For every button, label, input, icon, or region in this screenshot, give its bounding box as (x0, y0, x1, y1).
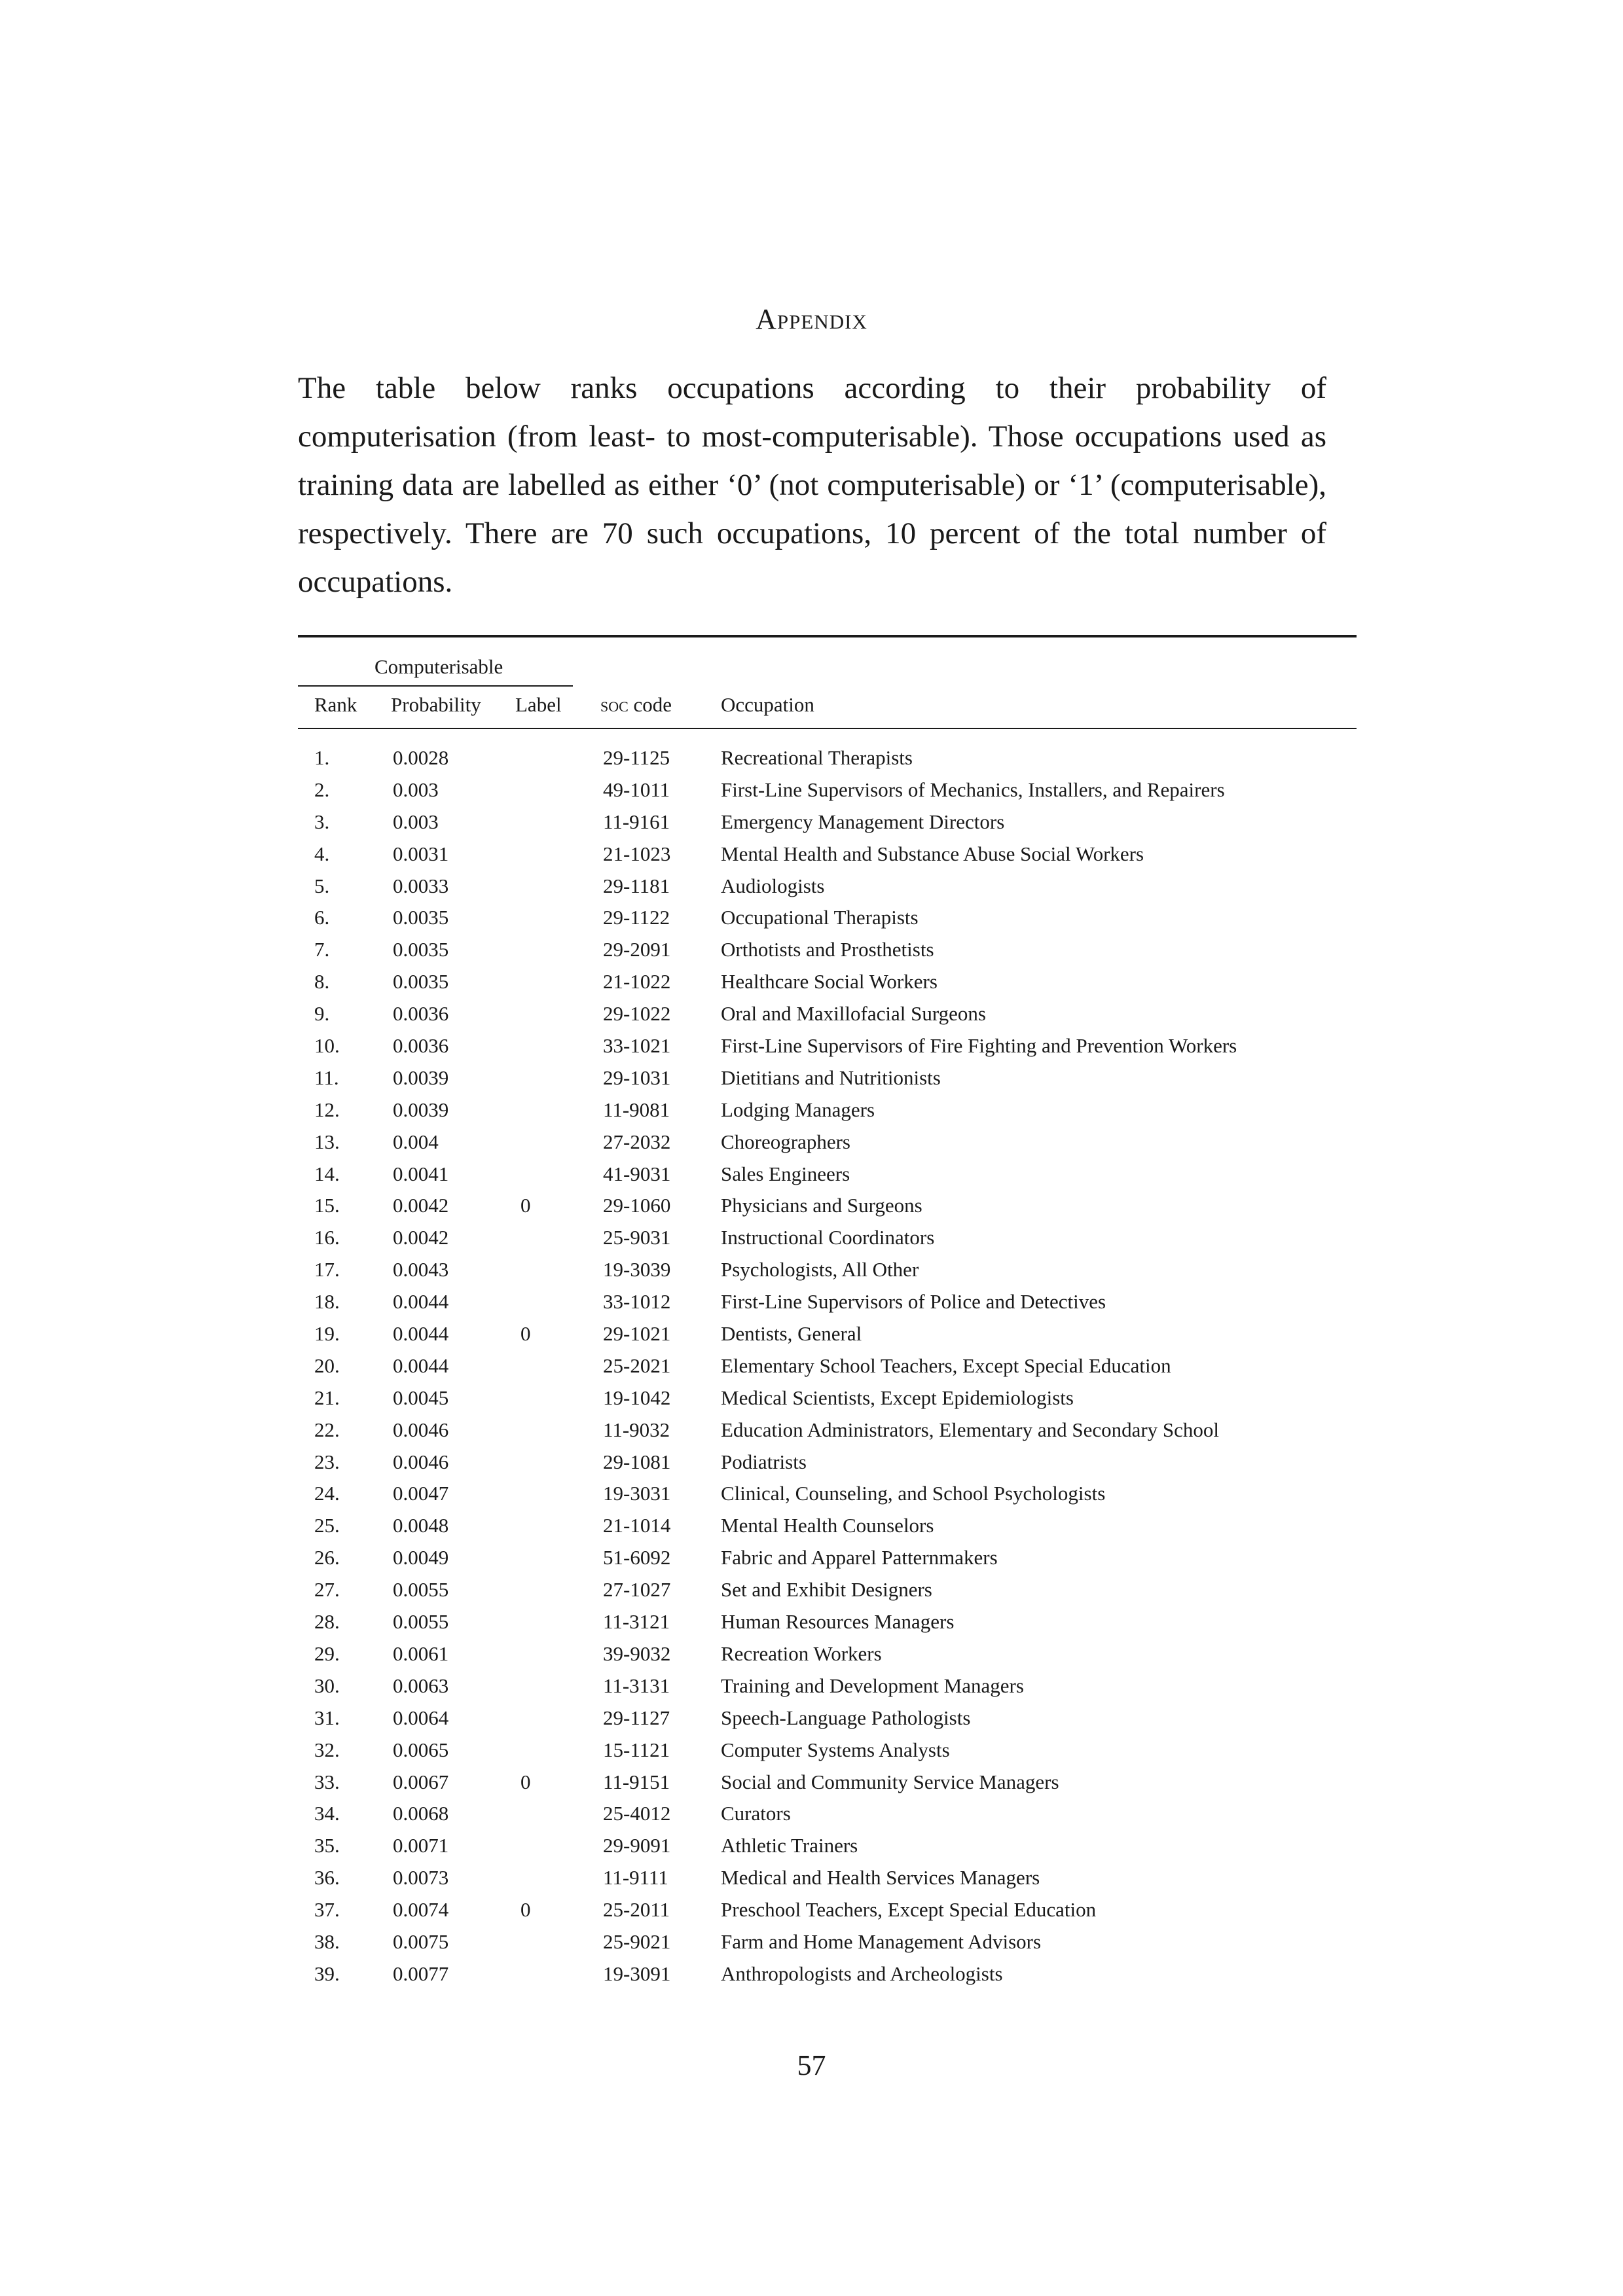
probability-cell: 0.0039 (393, 1066, 449, 1089)
soc-code-cell: 29-1125 (603, 746, 670, 769)
occupation-cell: Speech-Language Pathologists (721, 1706, 971, 1729)
rank-cell: 12. (314, 1098, 340, 1121)
soc-code-cell: 27-1027 (603, 1578, 671, 1602)
table-row (298, 1319, 1357, 1352)
soc-code-cell: 25-4012 (603, 1802, 671, 1825)
table-row (298, 1479, 1357, 1511)
occupation-cell: Lodging Managers (721, 1098, 875, 1121)
table-group-header (298, 637, 1357, 687)
occupation-cell: Emergency Management Directors (721, 810, 1005, 833)
probability-cell: 0.003 (393, 778, 439, 801)
rank-cell: 20. (314, 1354, 340, 1377)
rank-cell: 23. (314, 1450, 340, 1473)
occupation-cell: Recreation Workers (721, 1641, 882, 1665)
occupation-cell: Farm and Home Management Advisors (721, 1929, 1042, 1953)
table-row (298, 1672, 1357, 1704)
probability-cell: 0.0055 (393, 1610, 449, 1634)
probability-cell: 0.003 (393, 810, 439, 833)
rank-cell: 39. (314, 1962, 340, 1985)
probability-cell: 0.0071 (393, 1834, 449, 1857)
table-header-rule (298, 728, 1357, 729)
rank-cell: 3. (314, 810, 330, 833)
table-row (298, 1223, 1357, 1255)
soc-code-cell: 11-3131 (603, 1674, 670, 1697)
soc-code-cell: 11-9161 (603, 810, 670, 833)
soc-code-cell: 11-9111 (603, 1866, 668, 1890)
rank-cell: 14. (314, 1162, 340, 1185)
rank-cell: 21. (314, 1386, 340, 1409)
table-row (298, 1384, 1357, 1416)
soc-code-cell: 11-9032 (603, 1418, 670, 1441)
occupation-cell: Orthotists and Prosthetists (721, 938, 934, 961)
table-row (298, 1768, 1357, 1800)
page-number: 57 (797, 2049, 826, 2081)
rank-cell: 11. (314, 1066, 339, 1089)
probability-cell: 0.0073 (393, 1866, 449, 1890)
rank-cell: 37. (314, 1898, 340, 1922)
rank-cell: 19. (314, 1322, 340, 1346)
table-row (298, 1736, 1357, 1768)
soc-code-cell: 41-9031 (603, 1162, 671, 1185)
column-header-occupation: Occupation (721, 693, 814, 716)
probability-cell: 0.0036 (393, 1002, 449, 1026)
soc-code-cell: 29-1060 (603, 1194, 671, 1217)
rank-cell: 16. (314, 1226, 340, 1249)
probability-cell: 0.0067 (393, 1770, 449, 1793)
occupation-cell: Set and Exhibit Designers (721, 1578, 932, 1602)
table-row (298, 1831, 1357, 1863)
probability-cell: 0.0075 (393, 1929, 449, 1953)
rank-cell: 2. (314, 778, 330, 801)
occupation-cell: Clinical, Counseling, and School Psychologists (721, 1482, 1106, 1505)
occupation-cell: Choreographers (721, 1130, 850, 1153)
column-header-probability: Probability (391, 693, 481, 716)
rank-cell: 1. (314, 746, 330, 769)
label-cell: 0 (520, 1194, 531, 1217)
occupation-cell: Healthcare Social Workers (721, 970, 938, 994)
probability-cell: 0.0036 (393, 1034, 449, 1058)
occupation-cell: Curators (721, 1802, 791, 1825)
table-row (298, 1543, 1357, 1575)
soc-code-cell: 25-2011 (603, 1898, 670, 1922)
occupation-cell: Preschool Teachers, Except Special Education (721, 1898, 1097, 1922)
table-row (298, 1352, 1357, 1384)
soc-prefix: soc (600, 693, 629, 716)
probability-cell: 0.0035 (393, 906, 449, 929)
probability-cell: 0.0065 (393, 1738, 449, 1761)
soc-code-cell: 29-1021 (603, 1322, 671, 1346)
table-row (298, 744, 1357, 776)
occupation-cell: First-Line Supervisors of Fire Fighting and Prevention Workers (721, 1034, 1237, 1058)
soc-code-cell: 29-9091 (603, 1834, 671, 1857)
rank-cell: 28. (314, 1610, 340, 1634)
probability-cell: 0.0044 (393, 1322, 449, 1346)
table-row (298, 903, 1357, 935)
probability-cell: 0.0063 (393, 1674, 449, 1697)
table-row (298, 1064, 1357, 1096)
label-cell: 0 (520, 1898, 531, 1922)
soc-code-cell: 21-1014 (603, 1514, 671, 1537)
soc-code-cell: 29-1127 (603, 1706, 670, 1729)
occupation-cell: Oral and Maxillofacial Surgeons (721, 1002, 986, 1026)
probability-cell: 0.0044 (393, 1290, 449, 1314)
table-row (298, 1255, 1357, 1287)
probability-cell: 0.0055 (393, 1578, 449, 1602)
table-row (298, 1640, 1357, 1672)
table-row (298, 808, 1357, 840)
table-row (298, 1575, 1357, 1607)
table-row (298, 999, 1357, 1031)
rank-cell: 6. (314, 906, 330, 929)
probability-cell: 0.0045 (393, 1386, 449, 1409)
rank-cell: 18. (314, 1290, 340, 1314)
probability-cell: 0.0044 (393, 1354, 449, 1377)
probability-cell: 0.0031 (393, 842, 449, 865)
table-row (298, 1704, 1357, 1736)
probability-cell: 0.0077 (393, 1962, 449, 1985)
probability-cell: 0.0074 (393, 1898, 449, 1922)
soc-code-cell: 25-2021 (603, 1354, 671, 1377)
rank-cell: 10. (314, 1034, 340, 1058)
occupation-cell: Sales Engineers (721, 1162, 850, 1185)
occupation-cell: Social and Community Service Managers (721, 1770, 1059, 1793)
soc-code-cell: 29-2091 (603, 938, 671, 961)
soc-code-cell: 49-1011 (603, 778, 670, 801)
occupation-cell: Training and Development Managers (721, 1674, 1024, 1697)
soc-code-cell: 33-1021 (603, 1034, 671, 1058)
rank-cell: 5. (314, 874, 330, 897)
occupation-cell: Computer Systems Analysts (721, 1738, 950, 1761)
occupation-cell: Dietitians and Nutritionists (721, 1066, 941, 1089)
rank-cell: 29. (314, 1641, 340, 1665)
rank-cell: 34. (314, 1802, 340, 1825)
probability-cell: 0.0064 (393, 1706, 449, 1729)
table-body (298, 744, 1357, 1992)
occupation-cell: Medical Scientists, Except Epidemiologists (721, 1386, 1074, 1409)
rank-cell: 7. (314, 938, 330, 961)
rank-cell: 38. (314, 1929, 340, 1953)
probability-cell: 0.0035 (393, 938, 449, 961)
soc-code-cell: 21-1022 (603, 970, 671, 994)
probability-cell: 0.0033 (393, 874, 449, 897)
probability-cell: 0.0042 (393, 1194, 449, 1217)
table-row (298, 1191, 1357, 1223)
soc-code-cell: 27-2032 (603, 1130, 671, 1153)
probability-cell: 0.0046 (393, 1418, 449, 1441)
occupation-cell: Human Resources Managers (721, 1610, 955, 1634)
probability-cell: 0.0043 (393, 1258, 449, 1282)
occupation-table (298, 635, 1357, 1992)
rank-cell: 4. (314, 842, 330, 865)
table-row (298, 1287, 1357, 1319)
soc-suffix: code (628, 693, 672, 716)
probability-cell: 0.0047 (393, 1482, 449, 1505)
probability-cell: 0.0039 (393, 1098, 449, 1121)
occupation-cell: Psychologists, All Other (721, 1258, 919, 1282)
soc-code-cell: 29-1081 (603, 1450, 671, 1473)
table-row (298, 1448, 1357, 1480)
table-row (298, 1607, 1357, 1640)
probability-cell: 0.0049 (393, 1546, 449, 1570)
soc-code-cell: 19-3039 (603, 1258, 671, 1282)
probability-cell: 0.004 (393, 1130, 439, 1153)
table-row (298, 1511, 1357, 1543)
occupation-cell: Education Administrators, Elementary and Secondary School (721, 1418, 1220, 1441)
soc-code-cell: 25-9031 (603, 1226, 671, 1249)
column-header-label: Label (515, 693, 562, 716)
rank-cell: 31. (314, 1706, 340, 1729)
soc-code-cell: 11-9151 (603, 1770, 670, 1793)
occupation-cell: First-Line Supervisors of Mechanics, Installers, and Repairers (721, 778, 1225, 801)
rank-cell: 17. (314, 1258, 340, 1282)
table-row (298, 1128, 1357, 1160)
rank-cell: 36. (314, 1866, 340, 1890)
soc-code-cell: 19-1042 (603, 1386, 671, 1409)
intro-paragraph: The table below ranks occupations according to their probability of computerisation (from least- to most-computerisable). Those occupations used as training data are labelled as either ‘0’ (not computerisable) or ‘1’ (computerisable), respectively. There are 70 such occupations, 10 percent of the total number of occupations. (298, 371, 1326, 599)
soc-code-cell: 11-9081 (603, 1098, 670, 1121)
column-header-rank: Rank (314, 693, 357, 716)
probability-cell: 0.0042 (393, 1226, 449, 1249)
occupation-cell: Podiatrists (721, 1450, 807, 1473)
table-row (298, 840, 1357, 872)
rank-cell: 24. (314, 1482, 340, 1505)
soc-code-cell: 25-9021 (603, 1929, 671, 1953)
occupation-cell: Recreational Therapists (721, 746, 913, 769)
table-row (298, 872, 1357, 904)
occupation-cell: Elementary School Teachers, Except Special Education (721, 1354, 1171, 1377)
table-row (298, 776, 1357, 808)
probability-cell: 0.0046 (393, 1450, 449, 1473)
table-row (298, 967, 1357, 999)
label-cell: 0 (520, 1770, 531, 1793)
label-cell: 0 (520, 1322, 531, 1346)
rank-cell: 27. (314, 1578, 340, 1602)
rank-cell: 32. (314, 1738, 340, 1761)
occupation-cell: Fabric and Apparel Patternmakers (721, 1546, 998, 1570)
soc-code-cell: 33-1012 (603, 1290, 671, 1314)
table-row (298, 1799, 1357, 1831)
probability-cell: 0.0061 (393, 1641, 449, 1665)
probability-cell: 0.0028 (393, 746, 449, 769)
rank-cell: 35. (314, 1834, 340, 1857)
rank-cell: 8. (314, 970, 330, 994)
occupation-cell: First-Line Supervisors of Police and Detectives (721, 1290, 1106, 1314)
occupation-cell: Mental Health Counselors (721, 1514, 934, 1537)
occupation-cell: Dentists, General (721, 1322, 862, 1346)
probability-cell: 0.0048 (393, 1514, 449, 1537)
occupation-cell: Instructional Coordinators (721, 1226, 935, 1249)
occupation-cell: Athletic Trainers (721, 1834, 858, 1857)
soc-code-cell: 29-1122 (603, 906, 670, 929)
occupation-cell: Anthropologists and Archeologists (721, 1962, 1003, 1985)
occupation-cell: Audiologists (721, 874, 825, 897)
rank-cell: 33. (314, 1770, 340, 1793)
occupation-cell: Mental Health and Substance Abuse Social Workers (721, 842, 1144, 865)
table-row (298, 1928, 1357, 1960)
table-row (298, 1416, 1357, 1448)
soc-code-cell: 19-3031 (603, 1482, 671, 1505)
soc-code-cell: 51-6092 (603, 1546, 671, 1570)
rank-cell: 22. (314, 1418, 340, 1441)
soc-code-cell: 29-1022 (603, 1002, 671, 1026)
probability-cell: 0.0041 (393, 1162, 449, 1185)
rank-cell: 15. (314, 1194, 340, 1217)
table-row (298, 1031, 1357, 1064)
probability-cell: 0.0035 (393, 970, 449, 994)
table-row (298, 935, 1357, 967)
soc-code-cell: 39-9032 (603, 1641, 671, 1665)
rank-cell: 30. (314, 1674, 340, 1697)
rank-cell: 9. (314, 1002, 330, 1026)
table-header-row (298, 687, 1357, 728)
table-row (298, 1960, 1357, 1992)
table-row (298, 1895, 1357, 1928)
rank-cell: 26. (314, 1546, 340, 1570)
probability-cell: 0.0068 (393, 1802, 449, 1825)
occupation-cell: Occupational Therapists (721, 906, 919, 929)
occupation-cell: Physicians and Surgeons (721, 1194, 922, 1217)
occupation-cell: Medical and Health Services Managers (721, 1866, 1040, 1890)
computerisable-group-label: Computerisable (374, 655, 503, 678)
rank-cell: 25. (314, 1514, 340, 1537)
soc-code-cell: 21-1023 (603, 842, 671, 865)
appendix-heading: Appendix (756, 303, 867, 335)
table-row (298, 1863, 1357, 1895)
table-row (298, 1096, 1357, 1128)
soc-code-cell: 29-1031 (603, 1066, 671, 1089)
soc-code-cell: 11-3121 (603, 1610, 670, 1634)
rank-cell: 13. (314, 1130, 340, 1153)
table-row (298, 1160, 1357, 1192)
soc-code-cell: 15-1121 (603, 1738, 670, 1761)
column-header-soc-code (600, 693, 672, 717)
soc-code-cell: 19-3091 (603, 1962, 671, 1985)
soc-code-cell: 29-1181 (603, 874, 670, 897)
